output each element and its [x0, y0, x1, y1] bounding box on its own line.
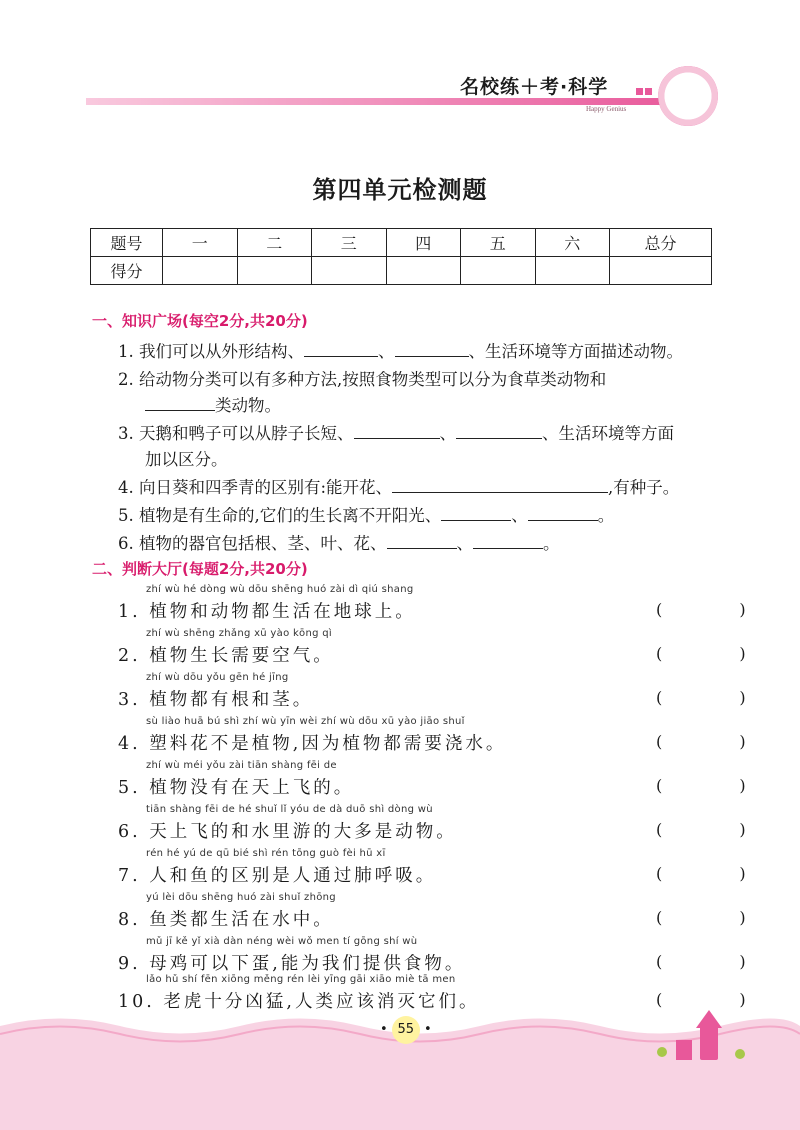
- judge-question-7: 7. 人和鱼的区别是人通过肺呼吸。: [118, 866, 437, 886]
- score-table: [90, 228, 712, 285]
- answer-blank[interactable]: [354, 424, 440, 439]
- score-cell: 一: [163, 229, 238, 257]
- answer-blank[interactable]: [528, 506, 598, 521]
- answer-blank[interactable]: [441, 506, 511, 521]
- score-cell: 二: [237, 229, 312, 257]
- judge-question-6: 6. 天上飞的和水里游的大多是动物。: [118, 822, 457, 842]
- answer-blank[interactable]: [473, 534, 543, 549]
- fill-question-2: [118, 366, 606, 390]
- header-rule: [86, 98, 686, 105]
- question-text: 4. 向日葵和四季青的区别有:能开花、: [118, 478, 393, 497]
- score-input-cell[interactable]: [237, 257, 312, 285]
- fill-question-3: [118, 420, 674, 444]
- answer-paren[interactable]: ( ): [656, 820, 782, 839]
- score-cell: 三: [312, 229, 387, 257]
- score-input-cell[interactable]: [312, 257, 387, 285]
- fill-question-1: [118, 338, 683, 362]
- judge-question-8: 8. 鱼类都生活在水中。: [118, 910, 334, 930]
- answer-paren[interactable]: ( ): [656, 776, 782, 795]
- pinyin-line: mǔ jī kě yǐ xià dàn néng wèi wǒ men tí gōng shí wù: [146, 936, 418, 947]
- fill-question-5: [118, 502, 614, 526]
- answer-paren[interactable]: ( ): [656, 600, 782, 619]
- answer-blank[interactable]: [392, 478, 608, 493]
- score-cell: 四: [386, 229, 461, 257]
- answer-paren[interactable]: ( ): [656, 908, 782, 927]
- judge-question-3: 3. 植物都有根和茎。: [118, 690, 314, 710]
- section-heading-judgement: 二、判断大厅(每题2分,共20分): [92, 560, 308, 578]
- pinyin-line: yú lèi dōu shēng huó zài shuǐ zhōng: [146, 892, 336, 903]
- pinyin-line: zhí wù méi yǒu zài tiān shàng fēi de: [146, 760, 337, 771]
- answer-paren[interactable]: ( ): [656, 952, 782, 971]
- answer-paren[interactable]: ( ): [656, 990, 782, 1009]
- answer-blank[interactable]: [395, 342, 469, 357]
- pinyin-line: zhí wù shēng zhǎng xū yào kōng qì: [146, 628, 332, 639]
- section-heading-knowledge: 一、知识广场(每空2分,共20分): [92, 312, 308, 330]
- pinyin-line: zhí wù hé dòng wù dōu shēng huó zài dì qiú shang: [146, 584, 414, 595]
- judge-question-2: 2. 植物生长需要空气。: [118, 646, 334, 666]
- score-input-cell[interactable]: [163, 257, 238, 285]
- fill-question-3-cont: 加以区分。: [145, 450, 228, 469]
- judge-question-5: 5. 植物没有在天上飞的。: [118, 778, 355, 798]
- question-text: 。: [543, 534, 560, 553]
- score-input-cell[interactable]: [461, 257, 536, 285]
- question-text: 、生活环境等方面: [542, 424, 674, 443]
- question-text: 、: [511, 506, 528, 525]
- answer-paren[interactable]: ( ): [656, 644, 782, 663]
- answer-blank[interactable]: [387, 534, 457, 549]
- fill-question-6: [118, 530, 560, 554]
- page-number-value: 55: [392, 1016, 420, 1044]
- header-tagline: Happy Genius: [586, 105, 627, 113]
- question-text: 类动物。: [215, 396, 281, 415]
- pinyin-line: rén hé yú de qū bié shì rén tōng guò fèi hū xī: [146, 848, 386, 859]
- score-row-label: 得分: [91, 257, 163, 285]
- judge-question-10: 10. 老虎十分凶猛,人类应该消灭它们。: [118, 992, 480, 1012]
- score-cell: 五: [461, 229, 536, 257]
- pinyin-line: sù liào huā bú shì zhí wù yīn wèi zhí wù dōu xū yào jiāo shuǐ: [146, 716, 465, 727]
- score-header-row: [91, 229, 712, 257]
- question-text: 2. 给动物分类可以有多种方法,按照食物类型可以分为食草类动物和: [118, 370, 607, 389]
- score-input-cell[interactable]: [386, 257, 461, 285]
- score-cell: 总分: [610, 229, 712, 257]
- question-text: 5. 植物是有生命的,它们的生长离不开阳光、: [118, 506, 442, 525]
- question-text: 3. 天鹅和鸭子可以从脖子长短、: [118, 424, 354, 443]
- question-text: 、生活环境等方面描述动物。: [468, 342, 683, 361]
- logo-badge: [658, 66, 718, 126]
- question-text: 1. 我们可以从外形结构、: [118, 342, 304, 361]
- answer-blank[interactable]: [145, 396, 215, 411]
- series-title: 名校练＋考·科学: [460, 76, 609, 98]
- fill-question-2-cont: [145, 392, 281, 416]
- page-title: 第四单元检测题: [312, 175, 488, 204]
- score-cell: 题号: [91, 229, 163, 257]
- pinyin-line: tiān shàng fēi de hé shuǐ lǐ yóu de dà duō shì dòng wù: [146, 804, 433, 815]
- answer-paren[interactable]: ( ): [656, 864, 782, 883]
- pinyin-line: zhí wù dōu yǒu gēn hé jīng: [146, 672, 289, 683]
- question-text: 、: [456, 534, 473, 553]
- fill-question-4: [118, 474, 679, 498]
- judge-question-4: 4. 塑料花不是植物,因为植物都需要浇水。: [118, 734, 507, 754]
- question-text: 。: [597, 506, 615, 525]
- judge-question-1: 1. 植物和动物都生活在地球上。: [118, 602, 416, 622]
- answer-paren[interactable]: ( ): [656, 732, 782, 751]
- score-input-cell[interactable]: [535, 257, 610, 285]
- question-text: 、: [378, 342, 395, 361]
- pinyin-line: lǎo hǔ shí fēn xiōng měng rén lèi yīng gāi xiāo miè tā men: [146, 974, 456, 985]
- score-value-row: [91, 257, 712, 285]
- judge-question-9: 9. 母鸡可以下蛋,能为我们提供食物。: [118, 954, 466, 974]
- page-number: • 55 •: [380, 1016, 432, 1044]
- score-input-cell[interactable]: [610, 257, 712, 285]
- answer-blank[interactable]: [304, 342, 378, 357]
- question-text: 6. 植物的器官包括根、茎、叶、花、: [118, 534, 387, 553]
- question-text: ,有种子。: [608, 478, 680, 497]
- answer-blank[interactable]: [456, 424, 542, 439]
- question-text: 、: [439, 424, 456, 443]
- answer-paren[interactable]: ( ): [656, 688, 782, 707]
- decor-squares: [636, 80, 654, 99]
- score-cell: 六: [535, 229, 610, 257]
